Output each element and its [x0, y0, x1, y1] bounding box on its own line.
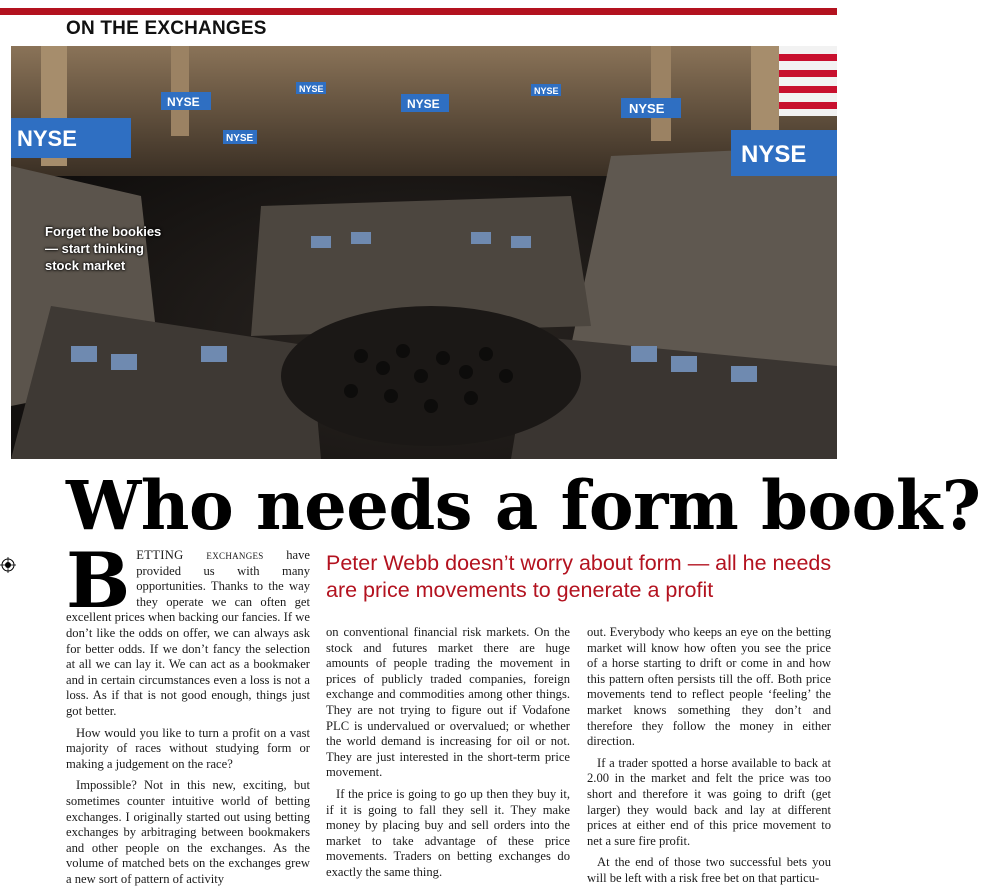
headline: Who needs a form book?	[66, 466, 981, 545]
paragraph: on conventional financial risk markets. On the stock and futures market there are huge amounts of people trading the movement in prices of publicly traded companies, foreign exchange and commodities among other things. They are not trying to figure out if Vodafone PLC is undervalued or overvalued; or whether the world demand is increasing for oil or not. They are just interested in the short-term price movement.	[326, 625, 570, 780]
top-rule	[0, 8, 837, 15]
nyse-sign: NYSE	[741, 141, 807, 168]
paragraph: If the price is going to go up then they buy it, if it is going to fall they sell it. They make money by placing buy and sell orders into the market to take advantage of these price movements. Traders on betting exchanges do exactly the same thing.	[326, 786, 570, 879]
trading-floor-photo	[11, 46, 837, 459]
nyse-sign: NYSE	[407, 97, 440, 111]
article-column-3	[587, 625, 831, 887]
paragraph: If a trader spotted a horse available to back at 2.00 in the market and felt the price was too short and therefore it was going to drift (get larger) they would back and lay at different prices at either end of this price movement to net a sure fire profit.	[587, 755, 831, 848]
article-column-2	[326, 625, 570, 881]
registration-mark-icon	[0, 557, 16, 573]
lead-in: ETTING exchanges	[136, 548, 264, 562]
standfirst: Peter Webb doesn’t worry about form — all he needs are price movements to generate a profit	[326, 551, 832, 602]
section-label: ON THE EXCHANGES	[66, 18, 267, 39]
nyse-sign: NYSE	[226, 133, 254, 144]
paragraph: BETTING exchanges have provided us with many opportunities. Thanks to the way they operate we can often get excellent prices when backing our fancies. If we don’t like the odds on offer, we can always ask for better odds. If we don’t fancy the selection at all we can lay it. We can act as a bookmaker and in certain circumstances even a loss is not a loss. As if that is not good enough, things just got better.	[66, 536, 310, 718]
nyse-sign: NYSE	[629, 101, 665, 116]
nyse-sign: NYSE	[167, 95, 200, 109]
photo-caption: Forget the bookies — start thinking stock market	[45, 224, 162, 273]
paragraph: out. Everybody who keeps an eye on the betting market will know how often you see the price of a horse starting to drift or come in and how this pattern often persists till the off. Both price movements tend to reflect people ‘feeling’ the market knows something they don’t and therefore they follow the money in either direction.	[587, 625, 831, 749]
nyse-sign: NYSE	[17, 126, 77, 151]
nyse-sign: NYSE	[299, 84, 324, 94]
paragraph: Impossible? Not in this new, exciting, but sometimes counter intuitive world of betting exchanges. I originally started out using betting exchanges by arbitraging between bookmakers and other people on the exchanges. As the volume of matched bets on the exchanges grew a new sort of pattern of activity	[66, 778, 310, 886]
paragraph: At the end of those two successful bets you will be left with a risk free bet on that particu-	[587, 855, 831, 885]
paragraph: How would you like to turn a profit on a vast majority of races without studying form or making a judgement on the race?	[66, 725, 310, 771]
drop-cap: B	[66, 536, 131, 625]
article-column-1	[66, 536, 310, 887]
nyse-sign: NYSE	[534, 86, 559, 96]
flag-icon	[779, 46, 837, 116]
